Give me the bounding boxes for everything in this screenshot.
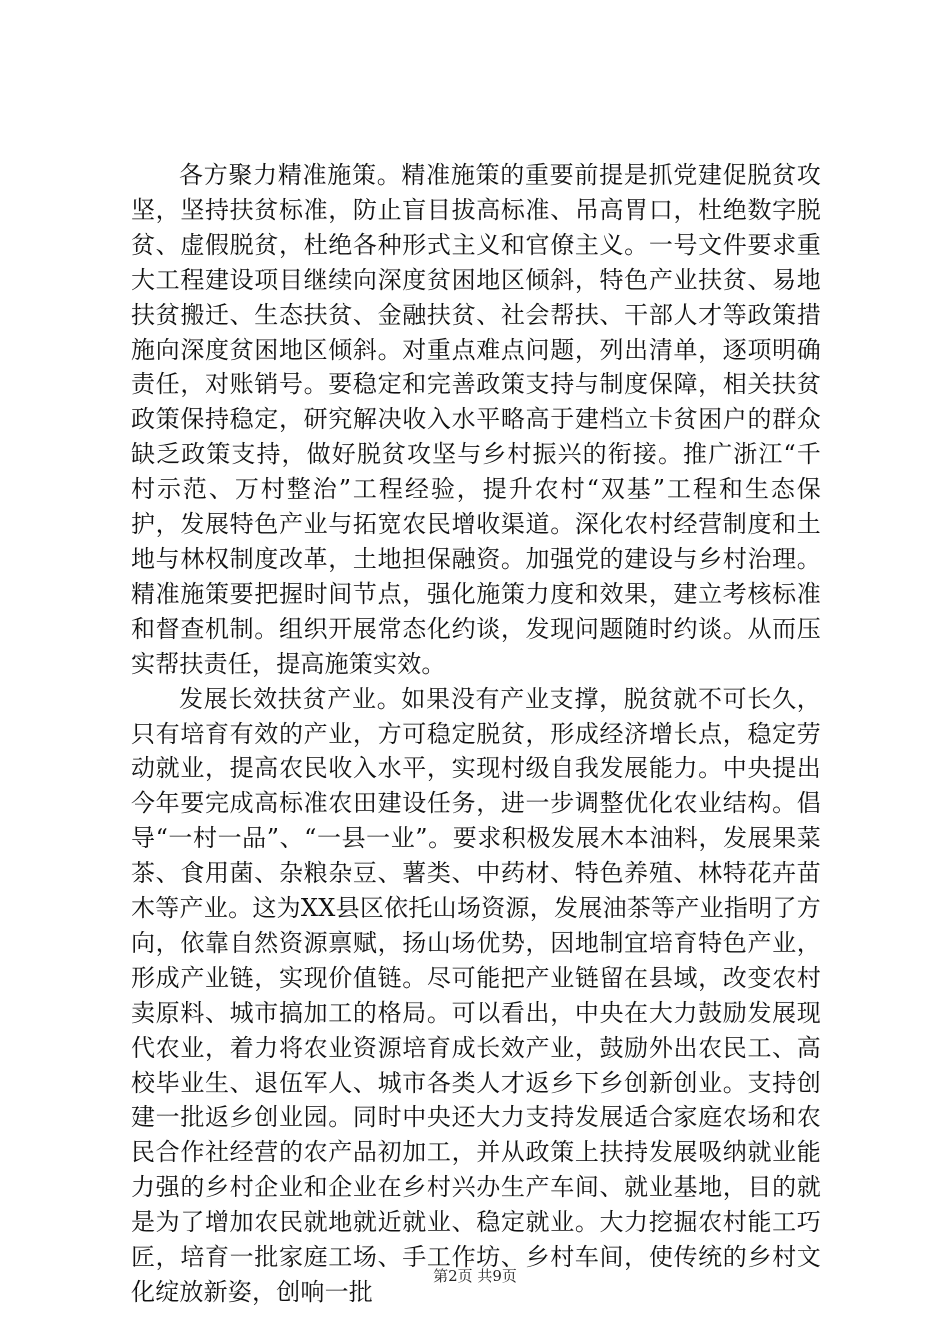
paragraph: 各方聚力精准施策。精准施策的重要前提是抓党建促脱贫攻坚，坚持扶贫标准，防止盲目拔高标准、吊高胃口，杜绝数字脱贫、虚假脱贫，杜绝各种形式主义和官僚主义。一号文件要求重大工程建设项目继续向深度贫困地区倾斜，特色产业扶贫、易地扶贫搬迁、生态扶贫、金融扶贫、社会帮扶、干部人才等政策措施向深度贫困地区倾斜。对重点难点问题，列出清单，逐项明确责任，对账销号。要稳定和完善政策支持与制度保障，相关扶贫政策保持稳定，研究解决收入水平略高于建档立卡贫困户的群众缺乏政策支持，做好脱贫攻坚与乡村振兴的衔接。推广浙江“千村示范、万村整治”工程经验，提升农村“双基”工程和生态保护，发展特色产业与拓宽农民增收渠道。深化农村经营制度和土地与林权制度改革，土地担保融资。加强党的建设与乡村治理。精准施策要把握时间节点，强化施策力度和效果，建立考核标准和督查机制。组织开展常态化约谈，发现问题随时约谈。从而压实帮扶责任，提高施策实效。 <box>131 161 821 678</box>
paragraph: 发展长效扶贫产业。如果没有产业支撑，脱贫就不可长久，只有培育有效的产业，方可稳定脱贫，形成经济增长点，稳定劳动就业，提高农民收入水平，实现村级自我发展能力。中央提出今年要完成高标准农田建设任务，进一步调整优化农业结构。倡导“一村一品”、“一县一业”。要求积极发展木本油料，发展果菜茶、食用菌、杂粮杂豆、薯类、中药材、特色养殖、林特花卉苗木等产业。这为XX县区依托山场资源，发展油茶等产业指明了方向，依靠自然资源禀赋，扬山场优势，因地制宜培育特色产业，形成产业链，实现价值链。尽可能把产业链留在县域，改变农村卖原料、城市搞加工的格局。可以看出，中央在大力鼓励发展现代农业，着力将农业资源培育成长效产业，鼓励外出农民工、高校毕业生、退伍军人、城市各类人才返乡下乡创新创业。支持创建一批返乡创业园。同时中央还大力支持发展适合家庭农场和农民合作社经营的农产品初加工，并从政策上扶持发展吸纳就业能力强的乡村企业和企业在乡村兴办生产车间、就业基地，目的就是为了增加农民就地就近就业、稳定就业。大力挖掘农村能工巧匠，培育一批家庭工场、手工作坊、乡村车间，使传统的乡村文化绽放新姿，创响一批 <box>131 684 821 1306</box>
body-text <box>131 158 821 1310</box>
page-footer: 第2页 共9页 <box>433 1267 517 1285</box>
